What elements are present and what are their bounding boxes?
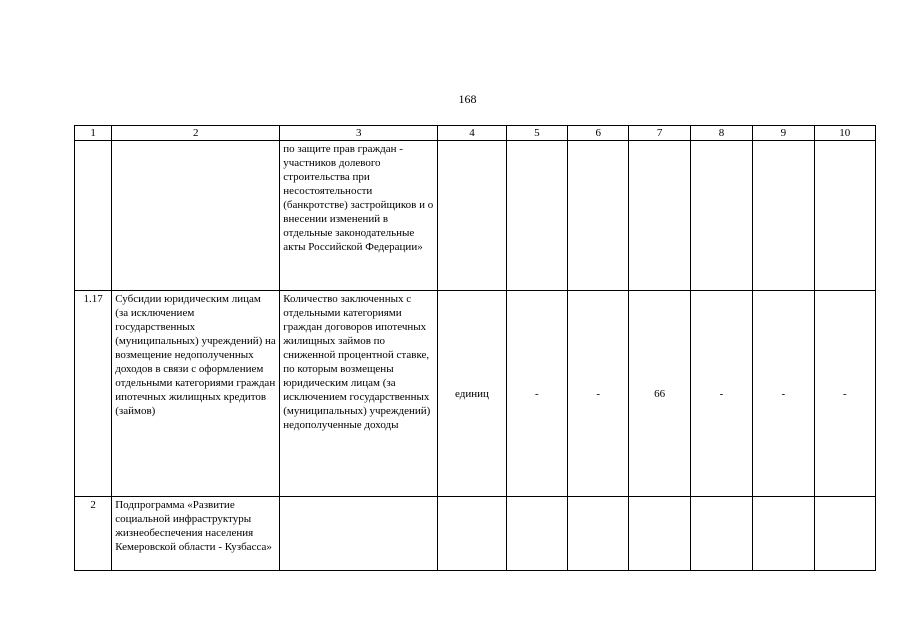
value-cell <box>690 497 752 571</box>
row-number-cell <box>75 141 112 291</box>
indicator-cell: по защите прав граждан - участников долевого строительства при несостоятельности (банкротстве) застройщиков и о внесении изменений в отдельные законодательные акты Российской Федерации» <box>280 141 438 291</box>
header-cell: 2 <box>112 126 280 141</box>
table-row <box>75 497 876 571</box>
header-cell: 3 <box>280 126 438 141</box>
value-cell <box>506 141 567 291</box>
unit-cell <box>438 497 506 571</box>
header-cell: 10 <box>814 126 875 141</box>
header-cell: 9 <box>753 126 814 141</box>
value-cell: - <box>753 291 814 497</box>
measure-name-cell: Субсидии юридическим лицам (за исключением государственных (муниципальных) учреждений) на возмещение недополученных доходов в связи с оформлением отдельными категориями граждан ипотечных жилищных кредитов (займов) <box>112 291 280 497</box>
indicators-table <box>74 125 876 571</box>
indicator-cell: Количество заключенных с отдельными категориями граждан договоров ипотечных жилищных займов по сниженной процентной ставке, по которым возмещены юридическим лицам (за исключением государственных (муниципальных) учреждений) недополученные доходы <box>280 291 438 497</box>
header-cell: 7 <box>629 126 690 141</box>
value-cell: - <box>690 291 752 497</box>
value-cell: 66 <box>629 291 690 497</box>
measure-name-cell: Подпрограмма «Развитие социальной инфраструктуры жизнеобеспечения населения Кемеровской области - Кузбасса» <box>112 497 280 571</box>
table-row <box>75 141 876 291</box>
unit-cell: единиц <box>438 291 506 497</box>
value-cell: - <box>568 291 629 497</box>
row-number-cell: 2 <box>75 497 112 571</box>
value-cell <box>753 141 814 291</box>
value-cell <box>629 141 690 291</box>
header-cell: 4 <box>438 126 506 141</box>
measure-name-cell <box>112 141 280 291</box>
unit-cell <box>438 141 506 291</box>
page-number: 168 <box>458 92 477 106</box>
table-row <box>75 291 876 497</box>
value-cell <box>506 497 567 571</box>
indicator-cell <box>280 497 438 571</box>
value-cell <box>753 497 814 571</box>
header-cell: 6 <box>568 126 629 141</box>
value-cell: - <box>506 291 567 497</box>
value-cell <box>814 497 875 571</box>
value-cell <box>568 497 629 571</box>
header-cell: 5 <box>506 126 567 141</box>
value-cell: - <box>814 291 875 497</box>
table-header-row <box>75 126 876 141</box>
value-cell <box>629 497 690 571</box>
value-cell <box>568 141 629 291</box>
value-cell <box>690 141 752 291</box>
row-number-cell: 1.17 <box>75 291 112 497</box>
header-cell: 8 <box>690 126 752 141</box>
value-cell <box>814 141 875 291</box>
header-cell: 1 <box>75 126 112 141</box>
